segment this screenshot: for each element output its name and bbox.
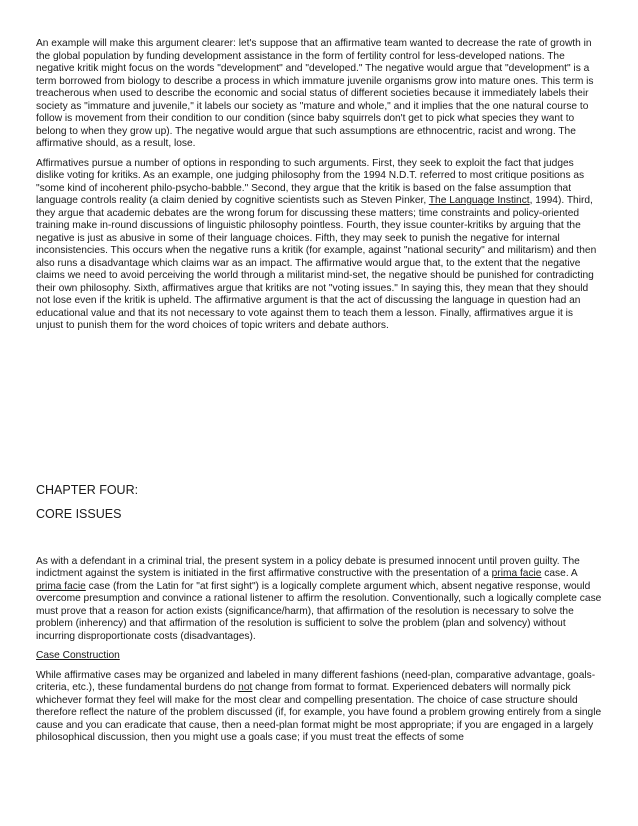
- document-page: [36, 38, 602, 745]
- section-heading-case-construction: Case Construction: [36, 650, 120, 661]
- blank-space: [36, 333, 602, 483]
- paragraph-prima-facie: [36, 556, 602, 644]
- paragraph-affirmative-responses: [36, 158, 602, 333]
- book-title-link[interactable]: The Language Instinct: [428, 195, 530, 206]
- text-run: As with a defendant in a criminal trial, the present system in a policy debate is presumed innocent until proven guilty. The indictment against the system is initiated in the first affirmative constructive with the presentation of a: [36, 555, 580, 579]
- text-run: , 1994). Third, they argue that academic debates are the wrong forum for discussing these matters; time constraints and policy-oriented training make in-round discussions of linguistic philosophy pointless. Fourth, they issue counter-kritiks by arguing that the negative is just as abusive in some of their language choices. Fifth, they may seek to punish the negative for internal inconsistencies. This occurs when the negative runs a kritik (for example, against "national security" and militarism) and then also runs a disadvantage which claims war as an impact. The affirmative would argue that, to the extent that the negative claims we need to avoid perceiving the world through a militarist mind-set, the negative should be punished for contradicting their own philosophy. Sixth, affirmatives argue that kritiks are not "voting issues." In saying this, they mean that they should not lose even if the kritik is upheld. The affirmative argument is that the act of discussing the language in question had an educational value and that its not necessary to vote against them to teach them a lesson. Finally, affirmatives argue it is unjust to punish them for the word choices of topic writers and debate authors.: [36, 195, 597, 331]
- text-run: Affirmatives pursue a number of options in responding to such arguments. First, they seek to exploit the fact that judges dislike voting for kritiks. As an example, one judging philosophy from the 1994 N.D.T. referred to most critique positions as "some kind of incoherent philo-psycho-babble." Second, they argue that the kritik is based on the false assumption that language controls reality (a claim denied by cognitive scientists such as Steven Pinker,: [36, 157, 585, 206]
- blank-space: [36, 522, 602, 556]
- chapter-title: CORE ISSUES: [36, 506, 122, 521]
- paragraph-case-formats: [36, 670, 602, 745]
- paragraph-kritik-example: An example will make this argument clearer: let's suppose that an affirmative team wanted to decrease the rate of growth in the global population by funding development assistance in the form of fertility control for less-developed nations. The negative kritik might focus on the words "development" and "developed." The negative would argue that "development" is a term borrowed from biology to describe a process in which immature juvenile organisms grow into mature ones. This term is treacherous when used to describe the economic and social status of different societies because it immediately labels their society as "immature and juvenile," it labels our society as "mature and whole," and it implies that the one natural course to follow is movement from their condition to our condition (since baby squirrels don't get to pick what species they want to belong to when they grow up). The negative would argue that such assumptions are ethnocentric, racist and wrong. The affirmative should, as a result, lose.: [36, 38, 594, 149]
- text-run: change from format to format. Experienced debaters will normally pick whichever format they feel will make for the most clear and compelling presentation. The choice of case structure should therefore reflect the nature of the problem discussed (if, for example, you have found a problem growing entirely from a single cause and you can eradicate that cause, then a need-plan format might be most appropriate; if you are engaged in a largely philosophical discussion, then you might use a goals case; if you must treat the effects of some: [36, 682, 602, 743]
- text-run: case (from the Latin for "at first sight") is a logically complete argument which, absent negative response, would overcome presumption and convince a rational listener to affirm the resolution. Conventionally, such a logically complete case must prove that a reason for action exists (significance/harm), that affirmation of the resolution is necessary to solve the problem (inherency) and that affirmation of the resolution is sufficient to solve the problem (plan and solvency) without incurring disproportionate costs (disadvantages).: [36, 580, 602, 642]
- emphasis-not: not: [238, 682, 253, 693]
- text-run: case. A: [541, 568, 578, 579]
- text-run: While affirmative cases may be organized and labeled in many different fashions (need-plan, comparative advantage, goals-criteria, etc.), these fundamental burdens do: [36, 669, 596, 693]
- prima-facie-term: prima facie: [36, 580, 86, 592]
- prima-facie-term: prima facie: [491, 568, 542, 579]
- chapter-number: CHAPTER FOUR:: [36, 482, 139, 497]
